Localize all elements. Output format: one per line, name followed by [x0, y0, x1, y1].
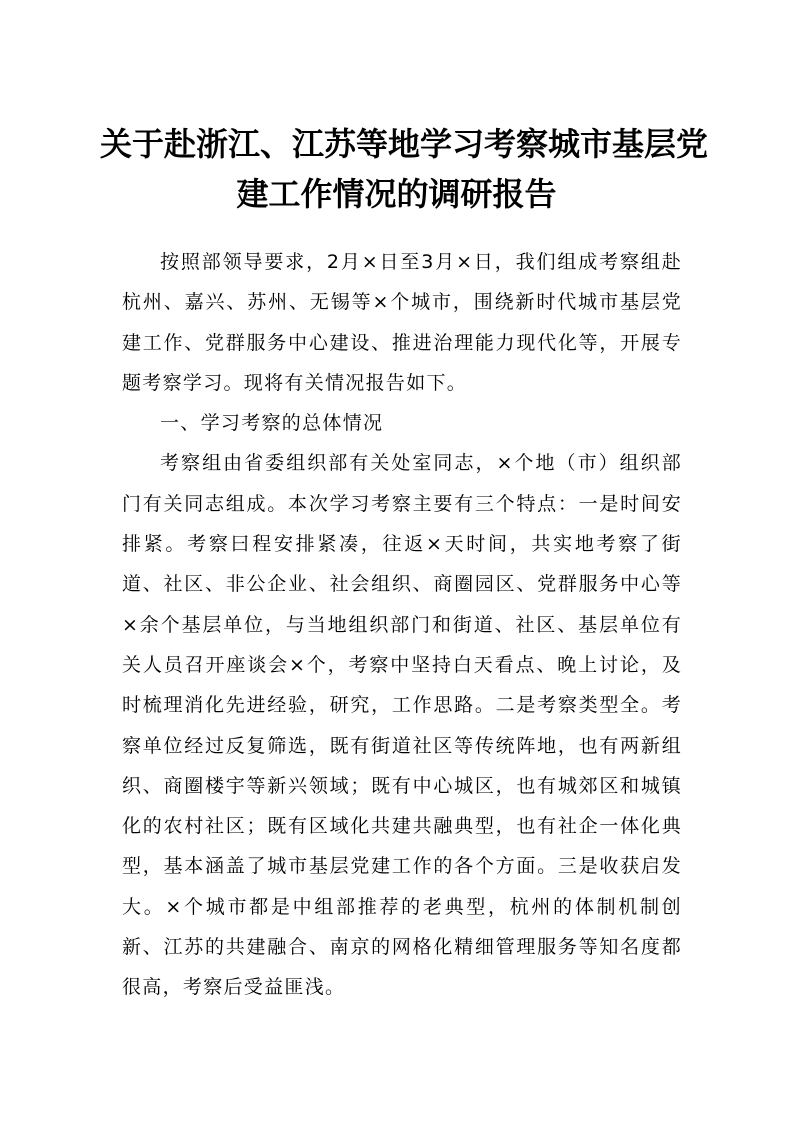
document-body: [122, 242, 682, 1008]
document-title-line-1: 关于赴浙江、江苏等地学习考察城市基层党: [100, 125, 709, 163]
section-heading: 一、学习考察的总体情况: [160, 412, 384, 435]
overview-paragraph: 考察组由省委组织部有关处室同志，×个地（市）组织部门有关同志组成。本次学习考察主要有三个特点：一是时间安排紧。考察曰程安排紧凑，往返×天时间，共实地考察了街道、社区、非公企业、社会组织、商圈园区、党群服务中心等×余个基层单位，与当地组织部门和街道、社区、基层单位有关人员召开座谈会×个，考察中坚持白天看点、晚上讨论，及时梳理消化先进经验，研究，工作思路。二是考察类型全。考察单位经过反复筛选，既有街道社区等传统阵地，也有两新组织、商圈楼宇等新兴领域；既有中心城区，也有城郊区和城镇化的农村社区；既有区域化共建共融典型，也有社企一体化典型，基本涵盖了城市基层党建工作的各个方面。三是收获启发大。×个城市都是中组部推荐的老典型，杭州的体制机制创新、江苏的共建融合、南京的网格化精细管理服务等知名度都很高，考察后受益匪浅。: [122, 452, 682, 999]
intro-paragraph: 按照部领导要求，2月×日至3月×日，我们组成考察组赴杭州、嘉兴、苏州、无锡等×个城市，围绕新时代城市基层党建工作、党群服务中心建设、推进治理能力现代化等，开展专题考察学习。现将有关情况报告如下。: [122, 251, 682, 394]
document-title-line-2: 建工作情况的调研报告: [236, 175, 557, 213]
